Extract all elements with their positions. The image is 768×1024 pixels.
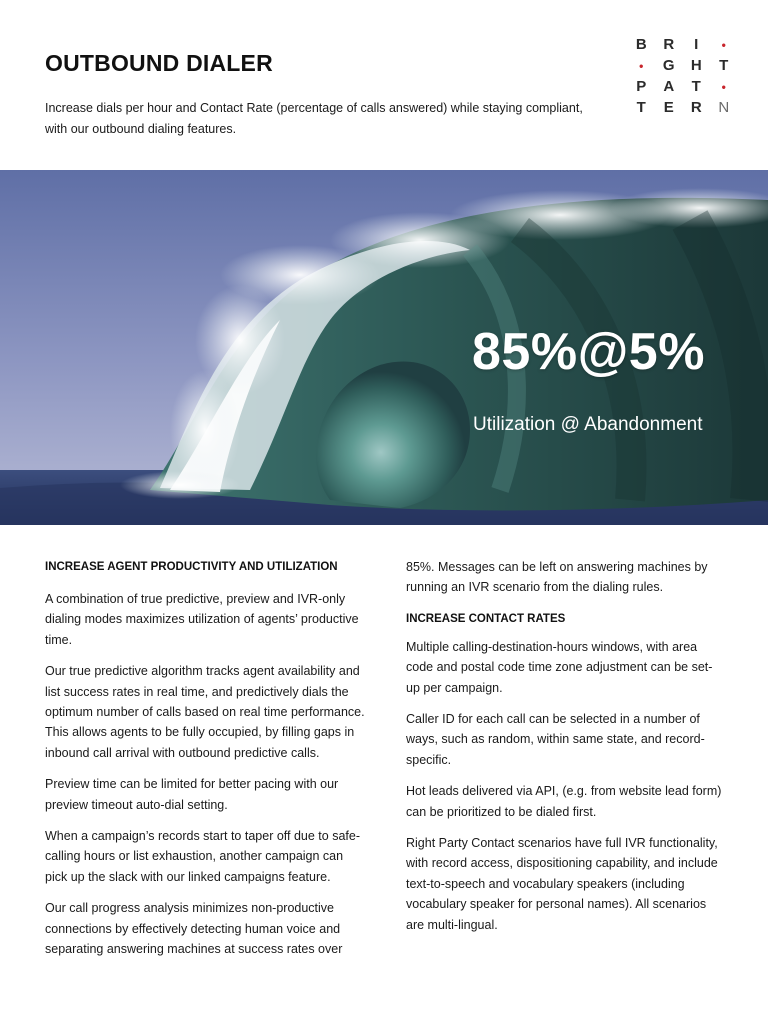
logo-letter: P [636,78,648,95]
logo-letter: E [663,99,675,116]
logo-letter: T [719,57,730,74]
paragraph: A combination of true predictive, preview and IVR-only dialing modes maximizes utilization of agents’ productive time. [45,592,359,647]
section-heading-productivity: INCREASE AGENT PRODUCTIVITY AND UTILIZATION [45,561,338,573]
paragraph: Our true predictive algorithm tracks agent availability and list success rates in real time, and predictively dials the optimum number of calls based on real time performance. This allows agents to be fully occupied, by filling gaps in inbound call arrival with outbound predictive calls. [45,664,365,760]
logo-letter: B [635,36,648,53]
intro-text: Increase dials per hour and Contact Rate (percentage of calls answered) while staying compliant, with our outbound dialing features. [45,101,583,136]
section-heading-contact-rates: INCREASE CONTACT RATES [406,612,566,625]
logo-letter: N [718,99,731,116]
logo-letter: T [636,99,647,116]
paragraph: Right Party Contact scenarios have full IVR functionality, with record access, dispositioning capability, and include text-to-speech and vocabulary speakers (including vocabulary speaker for personal names). All scenarios are multi-lingual. [406,836,718,932]
logo-letter: R [690,99,703,116]
paragraph: Hot leads delivered via API, (e.g. from website lead form) can be prioritized to be dialed first. [406,784,722,819]
hero-banner [0,170,768,525]
left-column [45,557,365,971]
bright-pattern-logo [628,36,738,117]
logo-letter: R [663,36,676,53]
paragraph-continuation: 85%. Messages can be left on answering machines by running an IVR scenario from the dialing rules. [406,560,708,595]
paragraph: Multiple calling-destination-hours windows, with area code and postal code time zone adjustment can be set-up per campaign. [406,639,713,695]
paragraph: Preview time can be limited for better pacing with our preview timeout auto-dial setting. [45,777,339,812]
logo-letter: I [694,36,700,53]
logo-letter: T [691,78,702,95]
hero-subtitle: Utilization @ Abandonment [473,414,703,435]
paragraph: When a campaign’s records start to taper off due to safe-calling hours or list exhaustion, another campaign can pick up the slack with our linked campaigns feature. [45,829,360,884]
page-title: OUTBOUND DIALER [45,50,273,76]
logo-dot: • [639,59,645,73]
logo-letter: A [663,78,676,95]
logo-letter: G [662,57,676,74]
paragraph: Our call progress analysis minimizes non-productive connections by effectively detecting human voice and separating answering machines at success rates over [45,901,343,957]
logo-letter: H [690,57,703,74]
hero-stat: 85%@5% [472,323,705,381]
paragraph: Caller ID for each call can be selected in a number of ways, such as random, within same state, and record-specific. [406,712,705,767]
logo-dot: • [721,38,727,52]
right-column [406,557,726,946]
logo-dot: • [721,80,727,94]
